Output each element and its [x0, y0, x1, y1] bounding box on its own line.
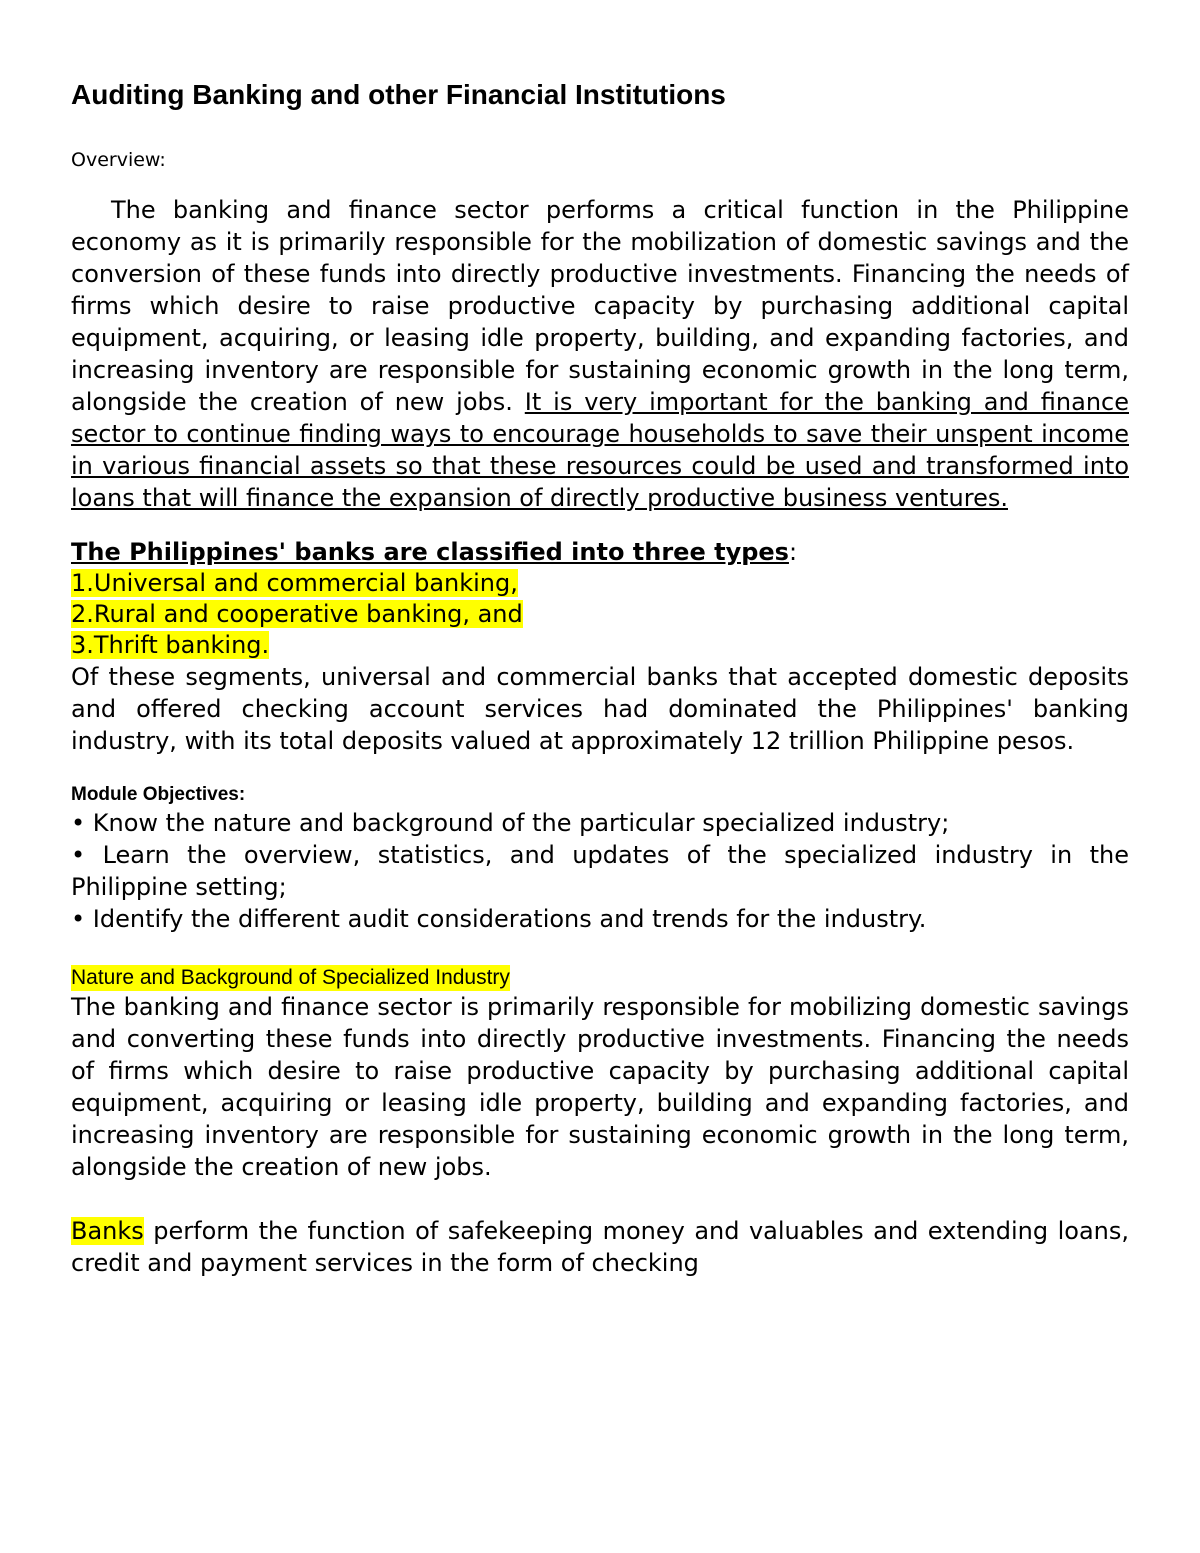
bank-types-list	[71, 568, 1129, 661]
document-title: Auditing Banking and other Financial Institutions	[71, 79, 726, 110]
objectives-list	[71, 807, 1129, 935]
bank-type-1: 1.Universal and commercial banking,	[71, 569, 518, 597]
objective-item: • Learn the overview, statistics, and updates of the specialized industry in the Philippine setting;	[71, 841, 1129, 901]
document-page	[71, 76, 1129, 1279]
bank-type-2: 2.Rural and cooperative banking, and	[71, 600, 523, 628]
bank-types-colon: :	[788, 538, 798, 566]
module-objectives-title: Module Objectives:	[71, 784, 246, 805]
banks-highlighted-word: Banks	[71, 1217, 144, 1245]
objective-item: • Identify the different audit considerations and trends for the industry.	[71, 905, 927, 933]
bank-type-3: 3.Thrift banking.	[71, 631, 270, 659]
list-item	[71, 630, 1129, 661]
list-item	[71, 599, 1129, 630]
list-item	[71, 568, 1129, 599]
banks-paragraph-text: perform the function of safekeeping money and valuables and extending loans, credit and payment services in the form of checking	[71, 1217, 1129, 1277]
banks-paragraph	[71, 1215, 1129, 1279]
overview-paragraph	[71, 194, 1129, 514]
segments-paragraph: Of these segments, universal and commercial banks that accepted domestic deposits and offered checking account services had dominated the Philippines' banking industry, with its total deposits valued at approximately 12 trillion Philippine pesos.	[71, 663, 1129, 755]
nature-paragraph: The banking and finance sector is primarily responsible for mobilizing domestic savings and converting these funds into directly productive investments. Financing the needs of firms which desire to raise productive capacity by purchasing additional capital equipment, acquiring or leasing idle property, building and expanding factories, and increasing inventory are responsible for sustaining economic growth in the long term, alongside the creation of new jobs.	[71, 993, 1129, 1181]
objective-item: • Know the nature and background of the particular specialized industry;	[71, 809, 950, 837]
overview-underlined-text: It is very important for the banking and finance sector to continue finding ways to encourage households to save their unspent income in various financial assets so that these resources could be used and transformed into loans that will finance the expansion of directly productive business ventures.	[71, 388, 1129, 512]
bank-types-heading-text: The Philippines' banks are classified into three types	[71, 538, 789, 566]
bank-types-heading	[71, 536, 1129, 568]
overview-text: The banking and finance sector performs a critical function in the Philippine economy as it is primarily responsible for the mobilization of domestic savings and the conversion of these funds into directly productive investments. Financing the needs of firms which desire to raise productive capacity by purchasing additional capital equipment, acquiring, or leasing idle property, building, and expanding factories, and increasing inventory are responsible for sustaining economic growth in the long term, alongside the creation of new jobs.	[71, 196, 1129, 416]
overview-label: Overview:	[71, 149, 166, 171]
nature-section-title: Nature and Background of Specialized Industry	[71, 966, 510, 989]
